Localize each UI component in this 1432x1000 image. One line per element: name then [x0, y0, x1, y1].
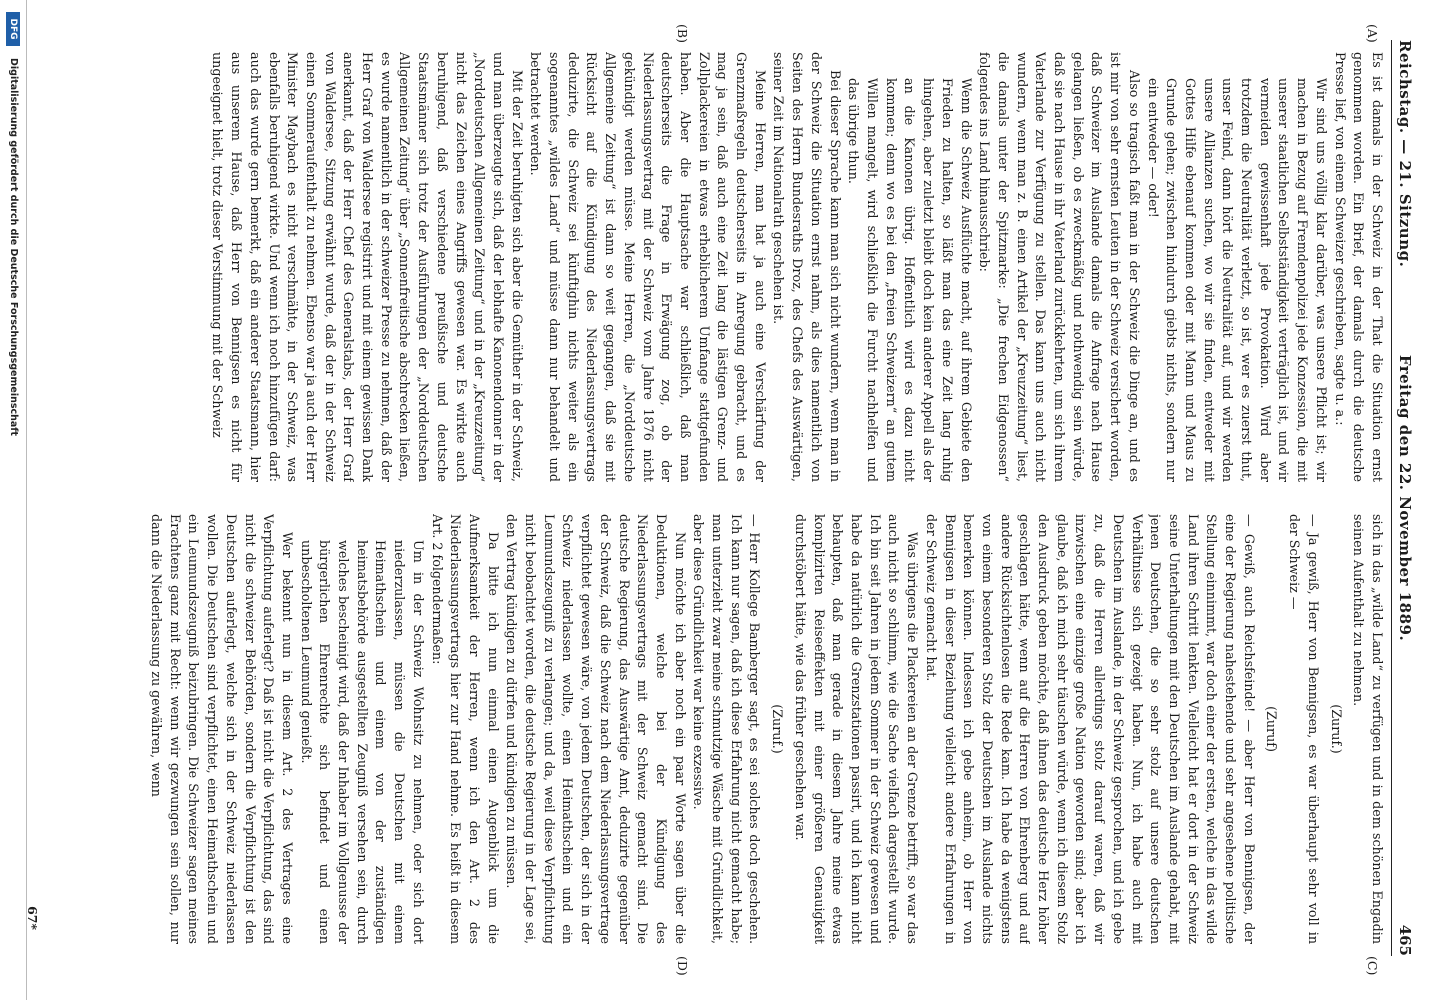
page-header	[1391, 40, 1426, 956]
paragraph: Es ist damals in der Schweiz in der That die Situation ernst genommen worden. Ein Brief, der damals durch die deutsche Presse lief, von einem Schweizer geschrieben, sagte u. a.:	[1332, 52, 1385, 482]
paragraph: Wenn die Schweiz Ausflüchte macht, auf ihrem Gebiete den Frieden zu halten, so läßt man das eine Zeit lang ruhig hingehen, aber zuletzt bleibt doch kein anderer Appell als der an die Kanonen übrig. Hoffentlich wird es dazu nicht kommen; denn wo es bei den „freien Schweizern“ an gutem Willen mangelt, wird schließlich die Furcht nachhelfen und das übrige thun.	[846, 78, 974, 482]
dfg-logo: DFG	[6, 12, 20, 46]
paragraph: (Zuruf.)	[1328, 704, 1344, 754]
header-title: Reichstag. — 21. Sitzung.	[1396, 40, 1414, 268]
signature-mark: 67*	[25, 906, 40, 930]
paragraph: Um in der Schweiz Wohnsitz zu nehmen, oder sich dort niederzulassen, müssen die Deutschen mit einem Heimathschein und einem von der zuständigen heimatsbehörde ausgestellten Zeugniß versehen sein, durch welches bescheinigt wird, daß der Inhaber im Vollgenusse der bürgerlichen Ehrenrechte sich befindet und einen unbescholtenen Leumund genießt.	[298, 540, 426, 944]
paragraph: Da bitte ich nun einmal einen Augenblick um die Aufmerksamkeit der Herren, wenn ich den Art. 2 des Niederlassungsvertrags hier zur Hand nehme. Es heißt in diesem Art. 2 folgendermaßen:	[429, 514, 501, 944]
right-text-column	[44, 514, 1386, 944]
paragraph: Also so tragisch faßt man in der Schweiz die Dinge an, und es ist mir von sehr ernsten Leuten in der Schweiz versichert worden, daß Schweizer im Auslande damals die Anfrage nach Hause gelangen ließen, ob es zweckmäßig und nothwendig sein würde, daß sie nach Hause in ihr Vaterland zurückkehrten, um sich ihrem Vaterlande zur Verfügung zu stellen. Das kann uns auch nicht wundern, wenn man z. B. einen Artikel der „Kreuzzeitung“ liest, die damals unter der Spitzmarke: „Die frechen Eidgenossen“ folgendes ins Land hinausschrieb:	[977, 52, 1142, 482]
page-number: 465	[1396, 924, 1414, 956]
margin-marker-c: (C)	[1365, 956, 1380, 976]
paragraph: Wer bekennt nun in diesem Art. 2 des Vertrages eine Verpflichtung auferlegt? Daß ist nicht die Verpflichtung, das sind nicht die schweizer Behörden, sondern die Verpflichtung ist den Deutschen auferlegt, welche sich in der Schweiz niederlassen wollen. Die Deutschen sind verpflichtet, einen Heimathschein und ein Leumundszeugniß beizubringen. Die Schweizer sagen meines Erachtens ganz mit Recht: wenn wir gezwungen sein sollen, nur dann die Niederlassung zu gewähren, wenn	[149, 514, 295, 944]
left-text-column	[44, 52, 1386, 482]
paragraph: Mit der Zeit beruhigten sich aber die Gemüther in der Schweiz, und man überzeugte sich, daß der lebhafte Kanonendonner in der „Norddeutschen Allgemeinen Zeitung“ und in der „Kreuzzeitung“ nicht das Zeichen eines Angriffs gewesen war. Es wirkte auch beruhigend, daß verschiedene preußische und deutsche Staatsmänner sich trotz der Ausführungen der „Norddeutschen Allgemeinen Zeitung“ über „Sonnenfreitische abschrecken ließen, es wurde namentlich in der schweizer Presse zu nehmen, daß der Herr Graf von Waldersee registrirt und mit einem gewissen Dank anerkannt, daß der Herr Chef des Generalstabs, der Herr Graf von Waldersee, Sitzung erwähnt wurde, daß der in der Schweiz einen Sommeraufenthalt zu nehmen. Ebenso war ja auch der Herr Minister Maybach es nicht verschmähte, in der Schweiz, was ebenfalls beruhigend wirkte. Und wenn ich noch hinzufügen darf: auch das wurde gern bemerkt, daß ein anderer Staatsmann, hier aus unserem Hause, daß Herr von Bennigsen es nicht für ungeeignet hielt, trotz dieser Verstimmung mit der Schweiz	[210, 52, 525, 482]
paragraph: — Herr Kollege Bamberger sagt, es sei solches doch geschehen. Ich kann nur sagen, daß ich diese Erfahrung nicht gemacht habe; man unterzieht zwar meine schmutzige Wäsche mit Gründlichkeit, aber diese Gründlichkeit war keine exzessive.	[691, 514, 763, 944]
margin-marker-a: (A)	[1365, 24, 1380, 43]
paragraph: Wir sind uns völlig klar darüber, was unsere Pflicht ist; wir machen in Bezug auf Fremdenpolizei jede Konzession, die mit unserer staatlichen Selbstständigkeit verträglich ist, und wir vermeiden gewissenhaft jede Provokation. Wird aber trotzdem die Neutralität verletzt, so ist, wer es zuerst thut, unser Feind, dann hört die Neutralität auf, und wir werden unsere Allianzen suchen, wo wir sie finden, entweder mit Gottes Hilfe ebenauf kommen oder mit Mann und Maus zu Grunde gehen; zwischen hindurch giebts nichts, sondern nur ein entweder — oder!	[1145, 78, 1329, 482]
paragraph: — Ja gewiß, Herr von Bennigsen, es war überhaupt sehr voll in der Schweiz —	[1287, 514, 1321, 944]
paragraph: Nun möchte ich aber noch ein paar Worte sagen über die Deduktionen, welche bei der Kündigung des Niederlassungsvertrags mit der Schweiz gemacht sind. Die deutsche Regierung, das Auswärtige Amt, deduzirte gegenüber der Schweiz, daß die Schweiz nach dem Niederlassungsvertrage verpflichtet gewesen wäre, von jedem Deutschen, der sich in der Schweiz niederlassen wollte, einen Heimathschein und ein Leumundszeugniß zu verlangen; und da, weil diese Verpflichtung nicht beobachtet worden, die deutsche Regierung in der Lage sei, den Vertrag kündigen zu dürfen und kündigen zu müssen.	[504, 514, 688, 944]
paragraph: (Zuruf)	[1264, 706, 1280, 752]
paragraph: sich in das „wilde Land“ zu verfügen und in dem schönen Engadin seinen Aufenthalt zu nehmen.	[1351, 514, 1385, 944]
paragraph: — Gewiß, auch Reichsfeinde! — aber Herr von Bennigsen, der eine der Regierung nahestehende und sehr angesehene politische Stellung einnimmt, war doch einer der ersten, welche in das wilde Land ihren Schritt lenkten. Vielleicht hat er dort in der Schweiz seine Unterhaltungen mit den Deutschen im Auslande gehabt, mit jenen Deutschen, die so sehr stolz auf unsere deutschen Verhältnisse sich gezeigt haben. Nun, ich habe auch mit Deutschen im Auslande, in der Schweiz gesprochen, und ich gebe zu, daß die Herren allerdings stolz darauf waren, daß wir inzwischen eine einzige große Nation geworden sind; aber ich glaube, daß ich mich sehr täuschen würde, wenn ich diesem Stolz den Ausdruck geben möchte, daß ihnen das deutsche Herz höher geschlagen hätte, wenn auf die Herren von Ehrenberg und auf andere Rücksichtenlosen die Rede kam. Ich habe da wenigstens von einem besonderen Stolz der Deutschen im Auslande nichts bemerken können. Indessen ich gebe anheim, ob Herr von Bennigsen in dieser Beziehung vielleicht andere Erfahrungen in der Schweiz gemacht hat.	[923, 514, 1257, 944]
paragraph: Was übrigens die Plackereien an der Grenze betrifft, so war das auch nicht so schlimm, wie die Sache vielfach dargestellt wurde. Ich bin seit Jahren in jedem Sommer in der Schweiz gewesen und habe da natürlich die Grenzstationen passirt, und ich kann nicht behaupten, daß man gerade in diesem Jahre meine etwas komplizirten Reiseeffekten mit einer größeren Genauigkeit durchstöbert hätte, wie das früher geschehen war.	[792, 514, 921, 944]
paragraph: Bei dieser Sprache kann man sich nicht wundern, wenn man in der Schweiz die Situation ernst nahm, als dies namentlich von Seiten des Herrn Bundesraths Droz, des Chefs des Auswärtigen, seiner Zeit im Nationalrath geschehen ist.	[771, 52, 843, 482]
digitization-credit: Digitalisierung gefördert durch die Deutsche Forschungsgemeinschaft	[8, 58, 19, 436]
digitization-credit-bar	[0, 0, 27, 1000]
paragraph: Meine Herren, man hat ja auch eine Verschärfung der Grenzmaßregeln deutscherseits in Anregung gebracht, und es mag ja sein, daß auch eine Zeit lang die lästigen Grenz- und Zollplackereien in etwas erheblicherem Umfange stattgefunden haben. Aber die Hauptsache war schließlich, daß man deutscherseits die Frage in Erwägung zog, ob der Niederlassungsvertrag mit der Schweiz vom Jahre 1876 nicht gekündigt werden müsse. Meine Herren, die „Norddeutsche Allgemeine Zeitung“ ist dann so weit gegangen, daß sie mit Rücksicht auf die Kündigung des Niederlassungsvertrags deduzirte, die Schweiz sei künftighin nichts weiter als ein sogenanntes „wildes Land“ und müsse dann nur behandelt und betrachtet werden.	[528, 52, 768, 482]
paragraph: (Zuruf.)	[770, 704, 786, 754]
margin-marker-d: (D)	[675, 956, 690, 976]
margin-marker-b: (B)	[675, 24, 690, 43]
header-date: Freitag den 22. November 1889.	[1396, 354, 1414, 642]
